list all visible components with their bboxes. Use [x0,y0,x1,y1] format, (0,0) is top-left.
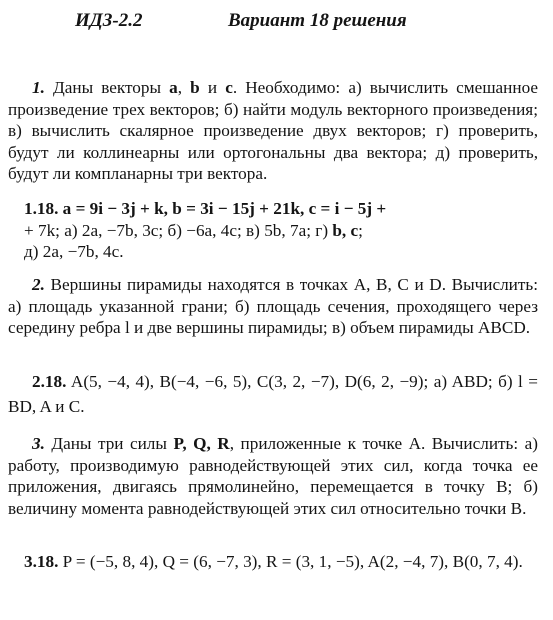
task-2-data-text: A(5, −4, 4), B(−4, −6, 5), C(3, 2, −7), D(6, 2, −9); а) ABD; б) l = BD, A и C. [8,372,538,416]
task-3-data [8,547,538,577]
task-3-data-text: P = (−5, 8, 4), Q = (6, −7, 3), R = (3, 1, −5), A(2, −4, 7), B(0, 7, 4). [62,552,523,571]
task-1-data [8,198,538,263]
task-3-text-a: Даны три силы [44,434,174,453]
document-variant-title: Вариант 18 решения [228,10,407,31]
task-3-data-label: 3.18. [24,552,59,571]
task-1-data-line2 [8,220,538,242]
task-1-text-a: Даны векторы [44,78,170,97]
task-2-text: Вершины пирамиды находятся в точках A, B, C и D. Вычислить: а) площадь указанной грани; б) площадь сечения, проходящего через середину ребра l и две вершины пирамиды; в) объем пирамиды ABCD. [8,275,538,338]
forces-list: P, Q, R [173,434,230,453]
task-1-statement [8,77,538,185]
task-2-data [8,369,538,419]
task-3-number: 3. [32,434,45,453]
vector-a: a [169,78,178,97]
task-1-number: 1. [32,78,45,97]
semicolon: ; [358,220,363,240]
task-1-item-d: д) 2a, −7b, 4c. [24,242,124,262]
task-1-items-abv: + 7k; а) 2a, −7b, 3c; б) −6a, 4c; в) 5b, 7a; г) [24,220,333,240]
task-1-data-line1 [8,198,538,220]
task-2-number: 2. [32,275,45,294]
comma: , [177,78,191,97]
vector-c: c [225,78,233,97]
task-1-vectors: a = 9i − 3j + k, b = 3i − 15j + 21k, c = i − 5j + [62,199,387,218]
vector-b: b [190,78,200,97]
task-1-item-g: b, c [332,220,359,240]
task-1-text-b: . Необходимо: а) вычислить смешанное произведение трех векторов; б) найти модуль векторного произведения; в) вычислить скалярное произведение двух векторов; г) проверить, будут ли коллинеарны или ортогональны два вектора; д) проверить, будут ли компланарны три вектора. [8,78,539,184]
conjunction: и [199,78,226,97]
task-2-statement [8,274,538,339]
task-3-statement [8,433,538,519]
task-2-data-label: 2.18. [32,372,67,391]
task-1-data-label: 1.18. [24,199,59,218]
document-code: ИДЗ-2.2 [75,10,143,31]
task-3-text-b: , приложенные к точке A. Вычислить: а) работу, производимую равнодействующей этих сил, когда точка ее приложения, двигаясь прямолинейно, перемещается в точку B; б) величину момента равнодействующей этих сил относительно точки B. [8,434,538,518]
